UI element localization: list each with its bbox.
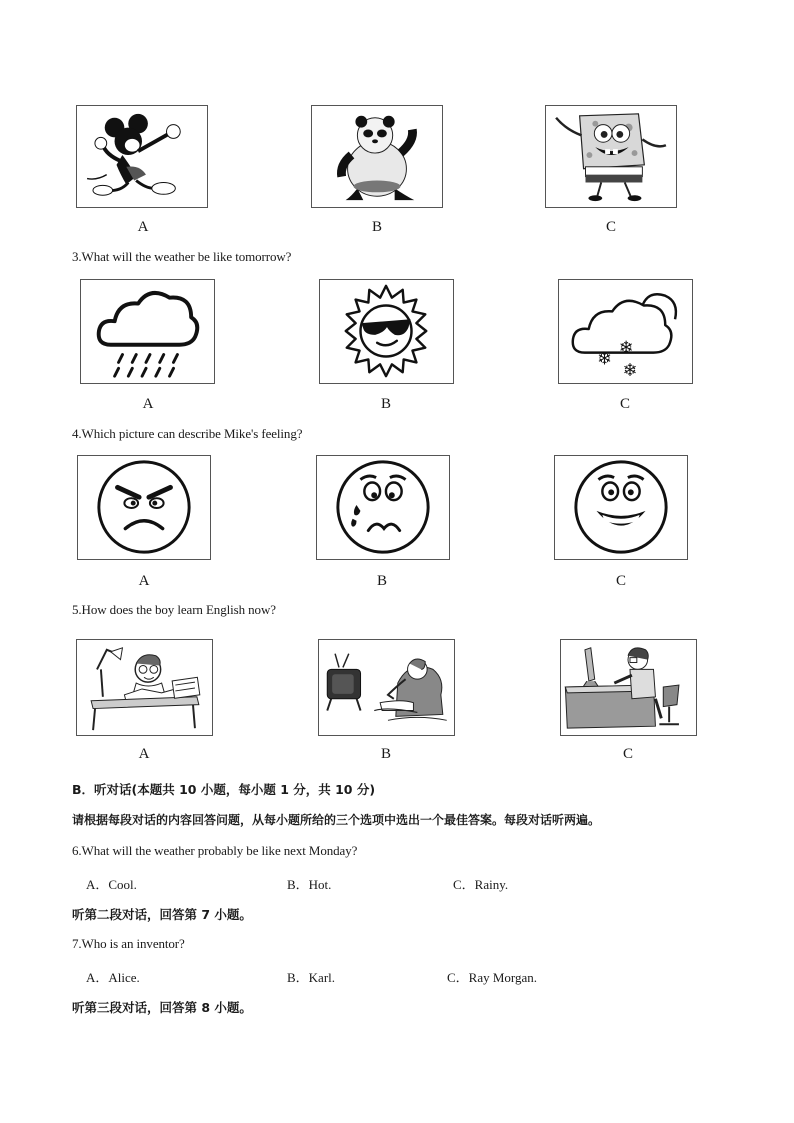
sun-sunglasses-icon [319,279,454,384]
svg-text:❄: ❄ [597,349,612,370]
option-c-label[interactable]: C [619,396,630,412]
option-c-label[interactable]: C [605,219,616,235]
option-c-label[interactable]: C [615,573,626,589]
question-7: 7.Who is an inventor? [72,936,185,951]
q7-choice-b[interactable]: B．Karl. [287,970,336,985]
svg-text:❄: ❄ [618,338,634,359]
boy-reading-books-image [76,639,213,736]
option-b-panda-image [311,105,443,208]
section-b-heading: B．听对话(本题共 10 小题，每小题 1 分，共 10 分) [72,782,376,797]
boy-using-computer-image [560,639,697,736]
option-c-label[interactable]: C [622,746,633,762]
boy-watching-tv-image [318,639,455,736]
happy-face-icon [554,455,688,560]
option-b-label[interactable]: B [371,219,382,235]
q6-choice-c[interactable]: C．Rainy. [453,877,509,892]
option-a-label[interactable]: A [137,219,149,235]
rain-cloud-icon [80,279,215,384]
question-6: 6.What will the weather probably be like next Monday? [72,843,358,858]
option-b-label[interactable]: B [380,746,391,762]
q6-choice-a[interactable]: A．Cool. [86,877,137,892]
svg-text:❄: ❄ [622,361,638,382]
option-a-label[interactable]: A [142,396,154,412]
option-a-label[interactable]: A [138,746,150,762]
note-q7: 听第二段对话，回答第 7 小题。 [72,907,252,922]
question-4: 4.Which picture can describe Mike's feeling? [72,426,303,441]
option-a-mickey-image [76,105,208,208]
q7-choice-c[interactable]: C．Ray Morgan. [447,970,538,985]
option-b-label[interactable]: B [376,573,387,589]
option-a-label[interactable]: A [138,573,150,589]
section-b-instruction: 请根据每段对话的内容回答问题，从每小题所给的三个选项中选出一个最佳答案。每段对话听两遍。 [72,813,601,827]
q6-choice-b[interactable]: B．Hot. [287,877,332,892]
crying-face-icon [316,455,450,560]
q7-choice-a[interactable]: A．Alice. [86,970,140,985]
option-b-label[interactable]: B [380,396,391,412]
question-3: 3.What will the weather be like tomorrow? [72,249,292,264]
snow-cloud-icon [558,279,693,384]
note-q8: 听第三段对话，回答第 8 小题。 [72,1000,252,1015]
question-5: 5.How does the boy learn English now? [72,602,276,617]
angry-face-icon [77,455,211,560]
option-c-spongebob-image [545,105,677,208]
